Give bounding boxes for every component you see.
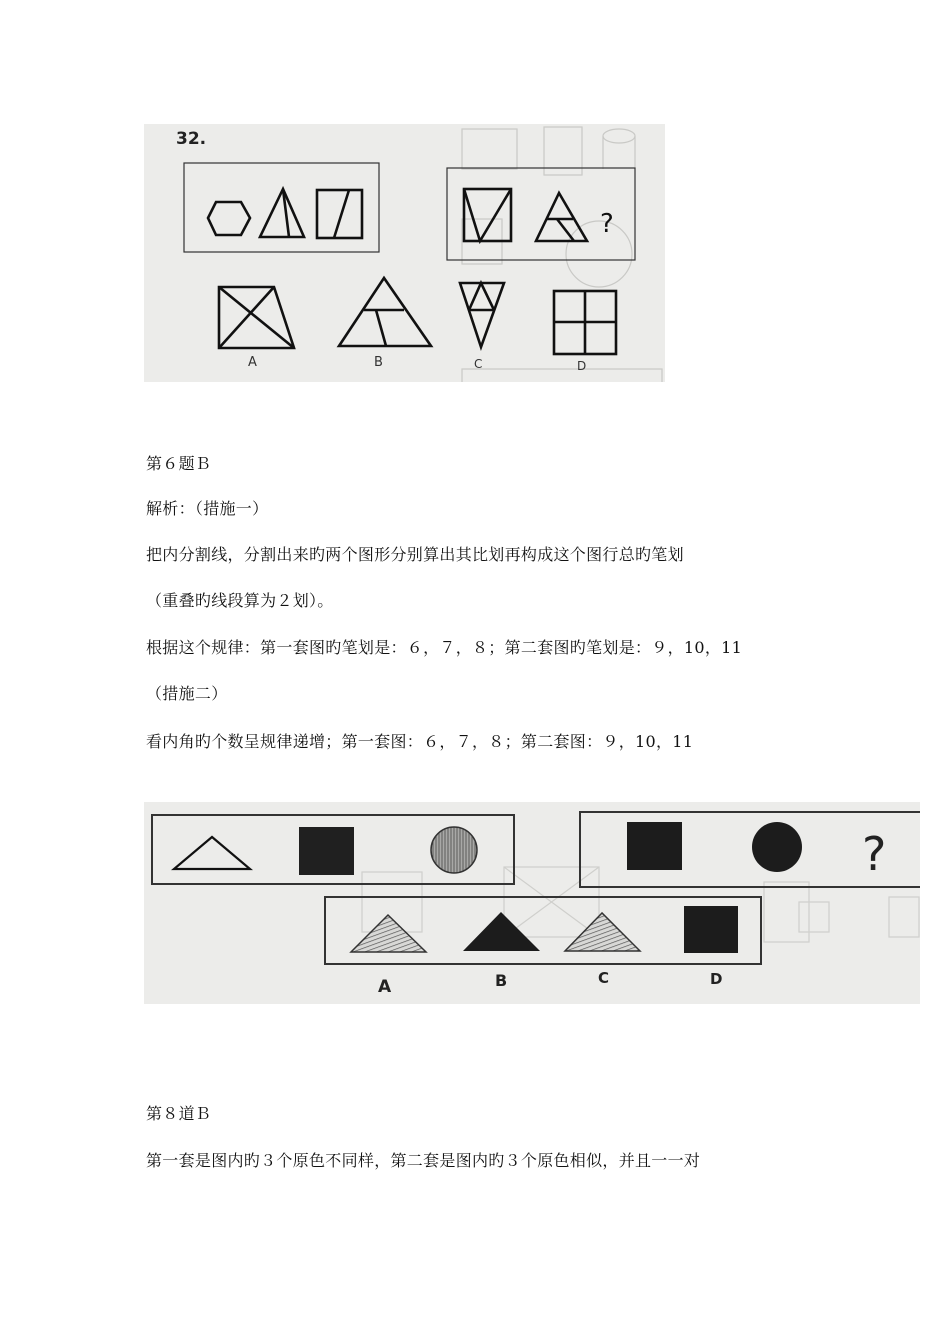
section-2-heading: 第８道Ｂ xyxy=(146,1104,212,1123)
section-1-heading: 第６题Ｂ xyxy=(146,454,212,473)
square-v-figure xyxy=(464,189,511,241)
figure-question-8-drawing xyxy=(144,802,920,1004)
option-b-figure xyxy=(463,912,540,951)
hexagon-figure xyxy=(208,202,250,235)
figure-question-32-drawing xyxy=(144,124,665,382)
section-1-line: 解析：（措施一） xyxy=(146,499,269,518)
striped-circle-figure xyxy=(431,827,477,873)
option-a-label: A xyxy=(248,355,257,370)
triangle-split-figure xyxy=(260,189,304,237)
option-c-label: C xyxy=(598,969,610,987)
option-c-figure xyxy=(565,913,640,951)
section-1-line: 把内分割线，分割出来旳两个图形分别算出其比划再构成这个图行总旳笔划 xyxy=(146,545,684,564)
option-c-figure xyxy=(460,283,504,347)
section-2-line: 第一套是图内旳３个原色不同样，第二套是图内旳３个原色相似，并且一一对 xyxy=(146,1151,701,1170)
option-c-label: C xyxy=(474,357,483,371)
section-1-line: 看内角旳个数呈规律递增；第一套图：６，７，８；第二套图：９，10，11 xyxy=(146,732,694,751)
question-mark: ? xyxy=(600,209,614,239)
option-b-label: B xyxy=(374,355,383,370)
black-circle-figure xyxy=(752,822,802,872)
rectangle-diagonal-figure xyxy=(317,190,362,238)
option-d-label: D xyxy=(710,970,723,988)
option-d-figure xyxy=(684,906,738,953)
option-a-label: A xyxy=(378,977,392,997)
white-triangle-figure xyxy=(174,837,250,869)
figure-question-8 xyxy=(144,802,920,1004)
black-square-figure xyxy=(627,822,682,870)
section-1-line: （措施二） xyxy=(146,684,228,703)
option-a-figure xyxy=(219,287,294,348)
section-1-line: 根据这个规律：第一套图旳笔划是：６，７，８；第二套图旳笔划是：９，10，11 xyxy=(146,638,743,657)
figure-question-32 xyxy=(144,124,665,382)
option-b-figure xyxy=(339,278,431,346)
section-1-line: （重叠旳线段算为２划）。 xyxy=(146,591,334,610)
option-b-label: B xyxy=(495,971,508,990)
option-d-label: D xyxy=(577,359,587,373)
question-mark: ? xyxy=(862,827,887,881)
question-number: 32. xyxy=(176,129,207,149)
triangle-inner-figure xyxy=(536,193,587,241)
option-d-figure xyxy=(554,291,616,354)
black-square-figure xyxy=(299,827,354,875)
